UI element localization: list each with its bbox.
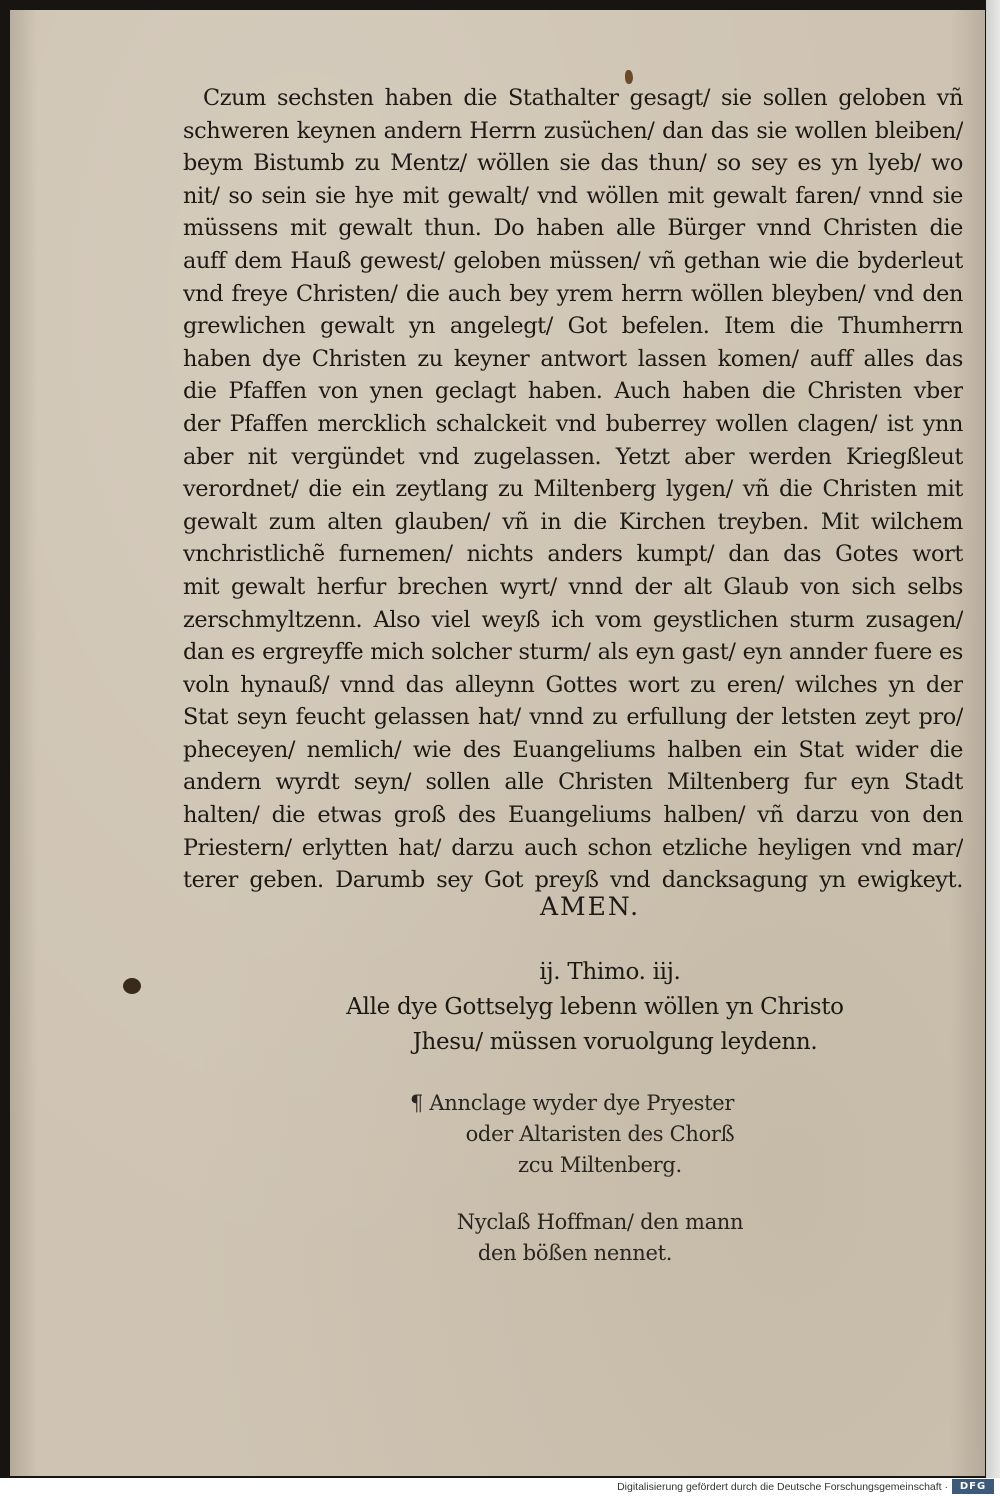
section-heading [400, 1088, 800, 1181]
dfg-logo: DFG [952, 1479, 994, 1494]
body-line: mit gewalt herfur brechen wyrt/ vnnd der alt Glaub von sich selbs [183, 573, 963, 600]
amen-line: AMEN. [540, 892, 641, 921]
citation-reference: ij. Thimo. iij. [539, 959, 681, 985]
scripture-citation [330, 955, 860, 1060]
body-line: haben dye Christen zu keyner antwort lassen komen/ auff alles das [183, 345, 963, 372]
body-line: grewlichen gewalt yn angelegt/ Got befelen. Item die Thumherrn [183, 313, 963, 340]
body-line: auff dem Hauß gewest/ geloben müssen/ vñ gethan wie die byderleut [183, 247, 963, 274]
body-line: Czum sechsten haben die Stathalter gesagt/ sie sollen geloben vñ [203, 85, 963, 111]
author-attribution [410, 1207, 790, 1269]
body-line: pheceyen/ nemlich/ wie des Euangeliums halben ein Stat wider die [183, 736, 963, 763]
author-line: Nyclaß Hoffman/ den mann [456, 1210, 744, 1234]
heading-line: oder Altaristen des Chorß [465, 1122, 735, 1146]
body-line: schweren keynen andern Herrn zusüchen/ dan das sie wollen bleiben/ [183, 117, 963, 144]
heading-line: ¶ Annclage wyder dye Pryester [410, 1091, 735, 1115]
body-line: nit/ so sein sie hye mit gewalt/ vnd wöllen mit gewalt faren/ vnnd sie [183, 182, 963, 209]
body-line: aber nit vergündet vnd zugelassen. Yetzt aber werden Kriegßleut [183, 443, 963, 470]
body-line: gewalt zum alten glauben/ vñ in die Kirchen treyben. Mit wilchem [183, 508, 963, 535]
body-text [183, 82, 963, 897]
body-line: beym Bistumb zu Mentz/ wöllen sie das thun/ so sey es yn lyeb/ wo [183, 150, 963, 177]
ink-blot [123, 978, 141, 994]
body-line: voln hynauß/ vnnd das alleynn Gottes wort zu eren/ wilches yn der [183, 671, 963, 698]
body-line: dan es ergreyffe mich solcher sturm/ als eyn gast/ eyn annder fuere es [183, 639, 963, 666]
body-line: der Pfaffen mercklich schalckeit vnd buberrey wollen clagen/ ist ynn [183, 410, 963, 437]
body-line: andern wyrdt seyn/ sollen alle Christen Miltenberg fur eyn Stadt [183, 769, 963, 796]
body-line: die Pfaffen von ynen geclagt haben. Auch haben die Christen vber [183, 378, 963, 405]
heading-line: zcu Miltenberg. [518, 1153, 682, 1177]
body-line: Stat seyn feucht gelassen hat/ vnnd zu erfullung der letsten zeyt pro/ [183, 704, 963, 731]
body-line: zerschmyltzenn. Also viel weyß ich vom geystlichen sturm zusagen/ [183, 606, 963, 633]
body-line: vnchristlichẽ furnemen/ nichts anders kumpt/ dan das Gotes wort [183, 541, 963, 568]
citation-line: Alle dye Gottselyg lebenn wöllen yn Christo [346, 994, 844, 1020]
funding-note: Digitalisierung gefördert durch die Deutsche Forschungsgemeinschaft · [617, 1481, 948, 1493]
body-line: halten/ die etwas groß des Euangeliums halben/ vñ darzu von den [183, 802, 963, 829]
body-line: Priestern/ erlytten hat/ darzu auch schon etzliche heyligen vnd mar/ [183, 834, 963, 861]
body-line: verordnet/ die ein zeytlang zu Miltenberg lygen/ vñ die Christen mit [183, 476, 963, 503]
author-line: den bößen nennet. [477, 1241, 673, 1265]
body-line: terer geben. Darumb sey Got preyß vnd dancksagung yn ewigkeyt. [183, 867, 963, 894]
body-line: vnd freye Christen/ die auch bey yrem herrn wöllen bleyben/ vnd den [183, 280, 963, 307]
scan-right-edge [986, 0, 1000, 1478]
body-line: müssens mit gewalt thun. Do haben alle Bürger vnnd Christen die [183, 215, 963, 242]
citation-line: Jhesu/ müssen voruolgung leydenn. [412, 1029, 818, 1055]
